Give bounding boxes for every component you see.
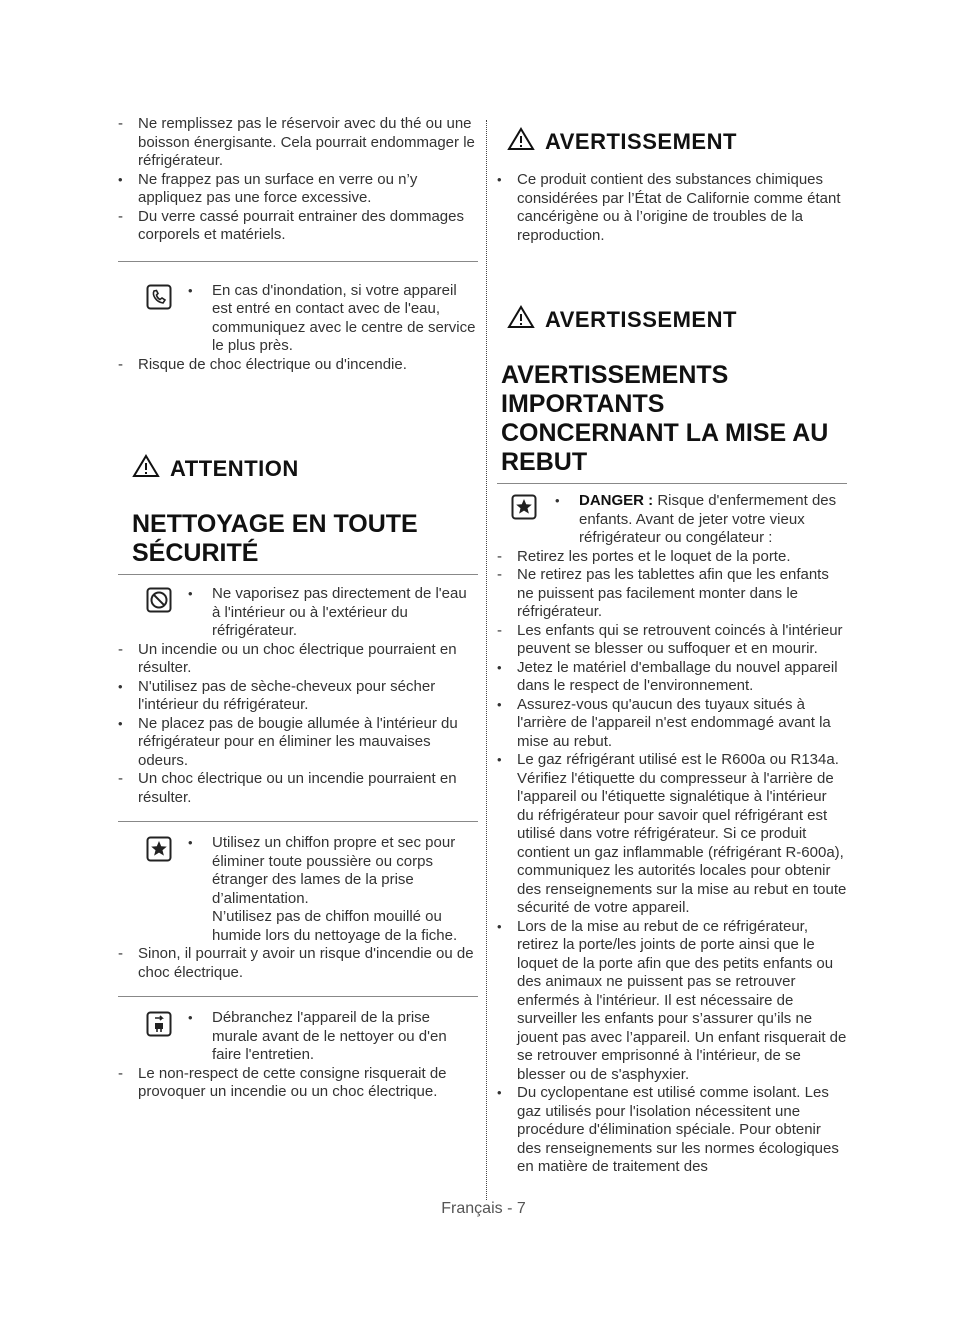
list-item: • Jetez le matériel d'emballage du nouvel appareil dans le respect de l'environnement.	[497, 658, 838, 694]
list-item: - Retirez les portes et le loquet de la porte.	[497, 547, 791, 565]
list-item: • Débranchez l'appareil de la prise murale avant de le nettoyer ou d'en faire l'entretien.	[188, 1009, 447, 1063]
danger-label: DANGER :	[579, 492, 654, 509]
list-item: - Un choc électrique ou un incendie pourraient en résulter.	[118, 770, 457, 806]
warning-triangle-icon	[132, 454, 160, 484]
list-item: - Risque de choc électrique ou d'incendie.	[118, 355, 407, 373]
cleaning-items	[118, 641, 478, 808]
warning1-items	[497, 171, 847, 245]
warning-heading: AVERTISSEMENT	[507, 305, 847, 335]
left-column	[118, 115, 478, 1102]
divider	[118, 821, 478, 822]
cloth-notice	[118, 834, 478, 982]
warning-triangle-icon	[507, 305, 535, 335]
danger-notice	[497, 492, 847, 548]
warning-triangle-icon	[507, 127, 535, 157]
list-item: - Les enfants qui se retrouvent coincés à l'intérieur peuvent se blesser ou suffoquer et en mourir.	[497, 621, 843, 657]
phone-icon	[146, 284, 172, 310]
section-title: AVERTISSEMENTS IMPORTANTS CONCERNANT LA MISE AU REBUT	[501, 361, 829, 476]
star-note-icon	[511, 494, 537, 520]
unplug-notice	[118, 1009, 478, 1102]
list-item: - Le non-respect de cette consigne risquerait de provoquer un incendie ou un choc électrique.	[118, 1064, 447, 1100]
list-item: - Un incendie ou un choc électrique pourraient en résulter.	[118, 640, 457, 676]
list-item: - Ne retirez pas les tablettes afin que les enfants ne puissent pas facilement monter dans le réfrigérateur.	[497, 566, 829, 620]
list-item: • DANGER : Risque d'enfermement des enfants. Avant de jeter votre vieux réfrigérateur ou congélateur :	[555, 492, 837, 546]
list-item: • Utilisez un chiffon propre et sec pour éliminer toute poussière ou corps étranger des lames de la prise d’alimentation.	[188, 834, 456, 907]
column-divider	[486, 120, 487, 1200]
right-column	[497, 115, 847, 1177]
prohibited-icon	[146, 587, 172, 613]
divider	[118, 261, 478, 262]
list-item: • Ne placez pas de bougie allumée à l'intérieur du réfrigérateur pour en éliminer les mauvaises odeurs.	[118, 714, 458, 769]
divider	[497, 483, 847, 484]
divider	[118, 574, 478, 575]
disposal-items	[497, 548, 847, 1177]
list-item: - Ne remplissez pas le réservoir avec du thé ou une boisson énergisante. Cela pourrait endommager le réfrigérateur.	[118, 115, 475, 169]
list-item: • Lors de la mise au rebut de ce réfrigérateur, retirez la porte/les joints de porte ainsi que le loquet de la porte afin que des petits enfants ou des animaux ne puissent pas se retrouver enfermés à l'intérieur. Il est nécessaire de surveiller les enfants pour s’assurer qu’ils ne jouent pas avec l’appareil. Un enfant risquerait de se retrouver emprisonné à l'intérieur, de se blesser ou de s'asphyxier.	[497, 917, 847, 1083]
list-item: • Ne vaporisez pas directement de l'eau à l'intérieur ou à l'extérieur du réfrigérateur.	[188, 585, 467, 639]
star-note-icon	[146, 836, 172, 862]
no-spray-notice	[118, 585, 478, 641]
attention-heading: ATTENTION	[132, 454, 478, 484]
flood-notice	[118, 282, 478, 375]
section-title: NETTOYAGE EN TOUTE SÉCURITÉ	[132, 510, 418, 567]
list-item: • Ne frappez pas un surface en verre ou n’y appliquez pas une force excessive.	[118, 170, 418, 206]
list-item: - Sinon, il pourrait y avoir un risque d'incendie ou de choc électrique.	[118, 945, 474, 981]
list-item: - Du verre cassé pourrait entrainer des dommages corporels et matériels.	[118, 207, 464, 243]
page-footer: Français - 7	[441, 1200, 526, 1217]
list-item: • Assurez-vous qu'aucun des tuyaux situés à l'arrière de l'appareil n'est endommagé avant la mise au rebut.	[497, 695, 831, 750]
list-item: N’utilisez pas de chiffon mouillé ou humide lors du nettoyage de la fiche.	[212, 908, 458, 944]
list-item: • N'utilisez pas de sèche-cheveux pour sécher l'intérieur du réfrigérateur.	[118, 677, 436, 713]
unplug-icon	[146, 1011, 172, 1037]
top-items	[118, 115, 478, 245]
divider	[118, 996, 478, 997]
warning-heading: AVERTISSEMENT	[507, 127, 847, 157]
list-item: • En cas d'inondation, si votre appareil est entré en contact avec de l'eau, communiquez avec le centre de service le plus près.	[188, 281, 476, 354]
list-item: • Ce produit contient des substances chimiques considérées par l’État de Californie comme étant cancérigène ou à l’origine de troubles de la reproduction.	[497, 171, 841, 244]
list-item: • Du cyclopentane est utilisé comme isolant. Les gaz utilisés pour l'isolation nécessitent une procédure d'élimination spéciale. Pour obtenir des renseignements sur les normes écologiques en matière de traitement des	[497, 1084, 839, 1175]
list-item: • Le gaz réfrigérant utilisé est le R600a ou R134a. Vérifiez l'étiquette du compresseur à l'arrière de l'appareil ou l'étiquette signalétique à l'intérieur du réfrigérateur pour savoir quel réfrigérant est utilisé dans votre réfrigérateur. Si ce produit contient un gaz inflammable (réfrigérant R-600a), communiquez les autorités locales pour obtenir des renseignements sur la mise au rebut en toute sécurité de votre appareil.	[497, 751, 847, 916]
